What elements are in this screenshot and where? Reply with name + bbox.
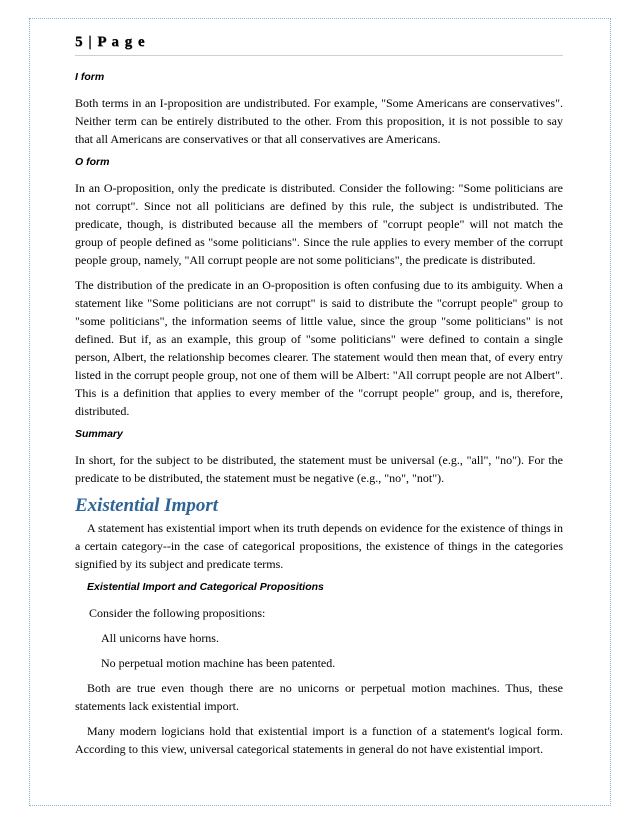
summary-title: Summary [75, 428, 123, 440]
document-content [75, 34, 563, 765]
o-form-title: O form [75, 156, 110, 168]
existential-import-heading: Existential Import [75, 495, 219, 516]
i-form-title: I form [75, 71, 105, 83]
i-form-paragraph: Both terms in an I-proposition are undistributed. For example, "Some Americans are conservatives". Neither term can be entirely distributed to the other. From this proposition, it is not possible to say that all Americans are conservatives or that all conservatives are Americans. [75, 96, 563, 146]
o-form-paragraph-1: In an O-proposition, only the predicate is distributed. Consider the following: "Some politicians are not corrupt". Since not all politicians are defined by this rule, the subject is undistributed. The predicate, though, is distributed because all the members of "corrupt people" will not match the group of people defined as "some politicians". Since the rule applies to every member of the corrupt people group, namely, "All corrupt people are not some politicians", the predicate is distributed. [75, 181, 563, 267]
existential-paragraph-1: A statement has existential import when its truth depends on evidence for the existence of things in a certain category--in the case of categorical propositions, the existence of things in the categories signified by its subject and predicate terms. [75, 521, 563, 571]
page-number-header: 5 | P a g e [75, 34, 563, 56]
example-proposition-2: No perpetual motion machine has been patented. [101, 656, 336, 670]
existential-paragraph-4: Many modern logicians hold that existential import is a function of a statement's logical form. According to this view, universal categorical statements in general do not have existential import. [75, 724, 563, 756]
o-form-paragraph-2: The distribution of the predicate in an O-proposition is often confusing due to its ambiguity. When a statement like "Some politicians are not corrupt" is said to distribute the "corrupt people" group to "some politicians", the information seems of little value, since the group "some politicians" is not defined. But if, as an example, this group of "some politicians" were defined to contain a single person, Albert, the relationship becomes clearer. The statement would then mean that, of every entry listed in the corrupt people group, not one of them will be Albert: "All corrupt people are not Albert". This is a definition that applies to every member of the "corrupt people" group, and is, therefore, distributed. [75, 278, 563, 418]
summary-paragraph: In short, for the subject to be distributed, the statement must be universal (e.g., "all", "no"). For the predicate to be distributed, the statement must be negative (e.g., "no", "not"). [75, 453, 563, 485]
existential-paragraph-2: Consider the following propositions: [89, 606, 266, 620]
existential-subheading: Existential Import and Categorical Propositions [87, 581, 324, 593]
existential-paragraph-3: Both are true even though there are no unicorns or perpetual motion machines. Thus, these statements lack existential import. [75, 681, 563, 713]
example-proposition-1: All unicorns have horns. [101, 631, 219, 645]
